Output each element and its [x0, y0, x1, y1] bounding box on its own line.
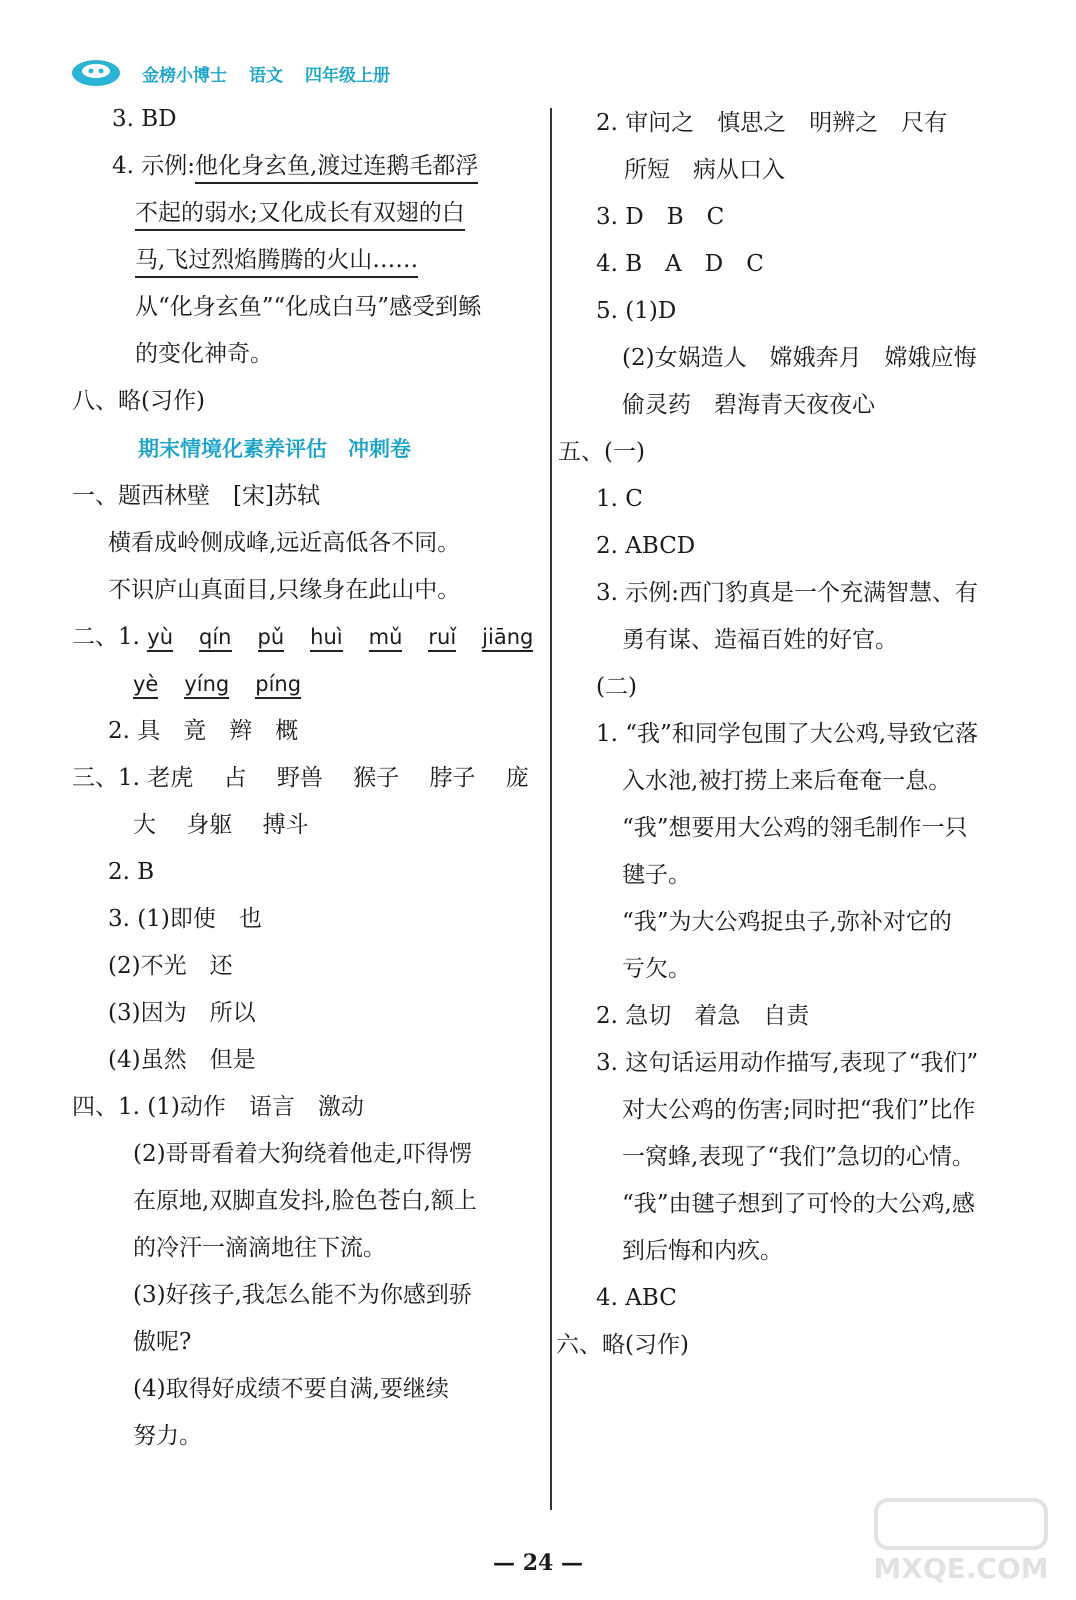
section-heading: 五、(一): [558, 439, 645, 465]
answer-line: 从“化身玄鱼”“化成白马”感受到鲧: [135, 294, 482, 320]
answer-line: (4)取得好成绩不要自满,要继续: [133, 1376, 449, 1402]
pinyin-answer: huì: [310, 624, 342, 652]
answer-line: (3)好孩子,我怎么能不为你感到骄: [133, 1282, 472, 1308]
answer-line: 偷灵药 碧海青天夜夜心: [622, 392, 875, 418]
answer-line: 2. 急切 着急 自责: [596, 1003, 810, 1029]
section-heading: 二、1.: [72, 624, 140, 650]
answer-line: 2. ABCD: [596, 533, 696, 559]
pinyin-answer: yíng: [184, 671, 229, 699]
answer-line: [112, 151, 478, 181]
answer-label: 4. 示例:: [112, 153, 196, 179]
answer-line: 亏欠。: [622, 956, 691, 982]
answer-line: (3)因为 所以: [108, 1000, 256, 1026]
answer-line: “我”由毽子想到了可怜的大公鸡,感: [622, 1191, 975, 1217]
answer-line: 一窝蜂,表现了“我们”急切的心情。: [622, 1144, 975, 1170]
pinyin-line: [72, 622, 533, 652]
section-heading: 四、1. (1)动作 语言 激动: [72, 1094, 364, 1120]
answer-line: 3. BD: [112, 106, 177, 132]
pinyin-answer: píng: [255, 671, 301, 699]
answer-line: 4. ABC: [596, 1285, 677, 1311]
pinyin-answer: qín: [199, 624, 231, 652]
watermark-text: MXQE.COM: [873, 1552, 1049, 1585]
answer-line: 2. 具 竟 辫 概: [108, 718, 299, 744]
answer-line: 2. B: [108, 859, 155, 885]
section-heading: 一、题西林壁 [宋]苏轼: [72, 483, 320, 509]
answer-line: 努力。: [133, 1423, 202, 1449]
answer-line: “我”想要用大公鸡的翎毛制作一只: [622, 815, 968, 841]
answer-line: (2)哥哥看着大狗绕着他走,吓得愣: [133, 1141, 472, 1167]
answer-line: 毽子。: [622, 862, 691, 888]
answer-line: 横看成岭侧成峰,远近高低各不同。: [108, 530, 461, 556]
answer-line: 傲呢?: [133, 1329, 192, 1355]
watermark-logo-icon: [866, 1496, 1056, 1586]
answer-line: 3. D B C: [596, 204, 725, 230]
pinyin-line: [133, 669, 327, 699]
answer-line: 3. 这句话运用动作描写,表现了“我们”: [596, 1050, 979, 1076]
test-title: 期末情境化素养评估 冲刺卷: [138, 437, 411, 461]
pinyin-answer: yè: [133, 671, 158, 699]
pinyin-answer: jiāng: [482, 624, 533, 652]
answer-line: 所短 病从口入: [624, 157, 785, 183]
answer-line: 4. B A D C: [596, 251, 764, 277]
section-heading: 八、略(习作): [72, 388, 205, 414]
answer-line: 3. (1)即使 也: [108, 906, 262, 932]
answer-line: 2. 审问之 慎思之 明辨之 尺有: [596, 110, 948, 136]
header-subject: 语文: [249, 65, 283, 86]
answer-line: (4)虽然 但是: [108, 1047, 256, 1073]
header-grade: 四年级上册: [305, 65, 390, 86]
underlined-text: 马,飞过烈焰腾腾的火山……: [135, 247, 418, 278]
section-heading: (二): [596, 674, 637, 700]
pinyin-answer: mǔ: [369, 624, 403, 652]
pinyin-answer: yù: [147, 624, 173, 652]
section-heading: 三、1. 老虎 占 野兽 猴子 脖子 庞: [72, 765, 529, 791]
pinyin-answer: ruǐ: [428, 624, 456, 652]
section-heading: 六、略(习作): [556, 1332, 689, 1358]
answer-line: 1. “我”和同学包围了大公鸡,导致它落: [596, 721, 979, 747]
answer-line: 勇有谋、造福百姓的好官。: [622, 627, 898, 653]
answer-line: 对大公鸡的伤害;同时把“我们”比作: [622, 1097, 976, 1123]
answer-line: 不识庐山真面目,只缘身在此山中。: [108, 577, 461, 603]
answer-line: [135, 198, 465, 228]
answer-line: 到后悔和内疚。: [622, 1238, 783, 1264]
answer-line: 大 身躯 搏斗: [133, 812, 309, 838]
header-brand: 金榜小博士: [142, 65, 227, 86]
answer-line: (2)女娲造人 嫦娥奔月 嫦娥应悔: [622, 345, 977, 371]
page-number: — 24 —: [493, 1550, 583, 1576]
answer-line: [135, 245, 418, 275]
answer-line: 3. 示例:西门豹真是一个充满智慧、有: [596, 580, 979, 606]
answer-line: 入水池,被打捞上来后奄奄一息。: [622, 768, 952, 794]
page-header: [70, 56, 412, 90]
answer-line: (2)不光 还: [108, 953, 233, 979]
answer-line: 在原地,双脚直发抖,脸色苍白,额上: [133, 1188, 477, 1214]
column-divider: [550, 108, 552, 1510]
underlined-text: 他化身玄鱼,渡过连鹅毛都浮: [195, 153, 478, 184]
underlined-text: 不起的弱水;又化成长有双翅的白: [135, 200, 465, 231]
answer-line: 的变化神奇。: [135, 341, 273, 367]
brand-logo-icon: [70, 58, 122, 88]
answer-line: “我”为大公鸡捉虫子,弥补对它的: [622, 909, 952, 935]
answer-line: 1. C: [596, 486, 643, 512]
answer-line: 5. (1)D: [596, 298, 677, 324]
pinyin-answer: pǔ: [258, 624, 285, 652]
answer-line: 的冷汗一滴滴地往下流。: [133, 1235, 386, 1261]
